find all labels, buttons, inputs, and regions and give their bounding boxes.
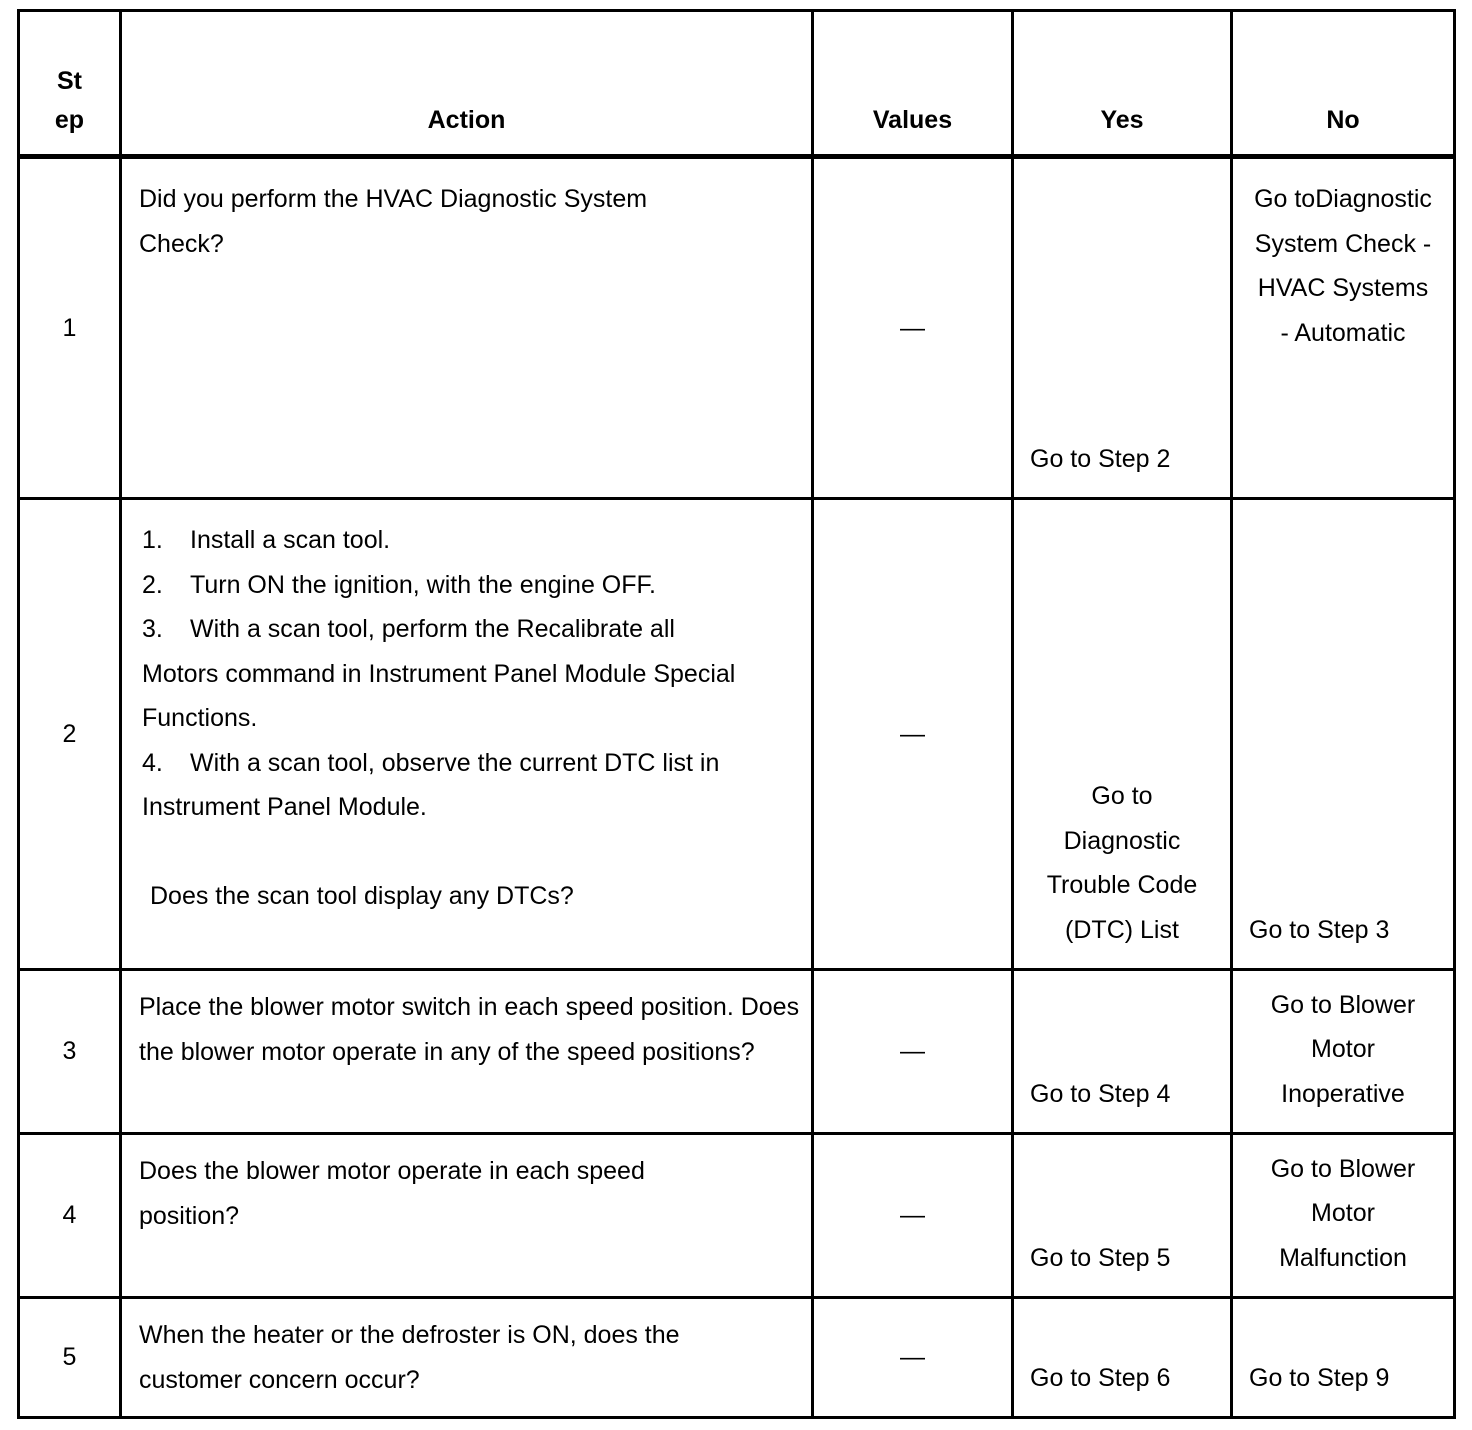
step-number: 2 (19, 499, 121, 970)
action-step-item (142, 741, 722, 830)
action-step-item (142, 518, 771, 563)
table-row (19, 499, 1455, 970)
action-text: Does the blower motor operate in each speed position? (121, 1134, 813, 1298)
yes-cell: Go to Step 6 (1013, 1298, 1232, 1418)
values-cell: — (813, 157, 1013, 499)
no-link-text: Go toDiagnostic System Check - HVAC Systems - Automatic (1254, 185, 1432, 347)
no-cell: Go to Step 3 (1232, 499, 1455, 970)
action-question: Does the scan tool display any DTCs? (150, 881, 574, 910)
header-no: No (1232, 11, 1455, 157)
action-step-text: With a scan tool, observe the current DTC list in Instrument Panel Module. (142, 748, 720, 821)
diagnostic-table (17, 9, 1456, 1419)
action-step-number: 1. (142, 526, 163, 554)
action-step-text: Turn ON the ignition, with the engine OFF. (190, 570, 656, 599)
yes-cell: Go to Step 4 (1013, 970, 1232, 1134)
step-number: 5 (19, 1298, 121, 1418)
values-cell: — (813, 970, 1013, 1134)
no-cell (1232, 970, 1455, 1134)
action-step-number: 2. (142, 570, 163, 599)
no-link-text: Go to Blower Motor Inoperative (1270, 990, 1416, 1108)
values-cell: — (813, 1134, 1013, 1298)
yes-cell: Go to Step 2 (1013, 157, 1232, 499)
yes-link-text: Go to Diagnostic Trouble Code (DTC) List (1046, 782, 1198, 944)
no-cell (1232, 1134, 1455, 1298)
step-number: 4 (19, 1134, 121, 1298)
action-step-list (142, 518, 771, 830)
values-cell: — (813, 1298, 1013, 1418)
table-row (19, 1298, 1455, 1418)
action-step-item (142, 607, 742, 741)
table-row (19, 157, 1455, 499)
header-step (19, 11, 121, 157)
table-row (19, 1134, 1455, 1298)
action-text (121, 499, 813, 970)
header-values: Values (813, 11, 1013, 157)
header-yes: Yes (1013, 11, 1232, 157)
yes-cell (1013, 499, 1232, 970)
step-number: 1 (19, 157, 121, 499)
action-step-number: 3. (142, 615, 163, 643)
no-cell (1232, 157, 1455, 499)
step-number: 3 (19, 970, 121, 1134)
action-text: When the heater or the defroster is ON, does the customer concern occur? (121, 1298, 813, 1418)
action-text: Did you perform the HVAC Diagnostic System Check? (121, 157, 813, 499)
header-step-label: St ep (54, 67, 85, 134)
no-link-text: Go to Blower Motor Malfunction (1270, 1154, 1416, 1272)
action-step-text: Install a scan tool. (190, 526, 391, 554)
action-step-number: 4. (142, 748, 163, 777)
no-cell: Go to Step 9 (1232, 1298, 1455, 1418)
action-step-text: With a scan tool, perform the Recalibrate all Motors command in Instrument Panel Module Special Functions. (142, 615, 736, 732)
header-action: Action (121, 11, 813, 157)
action-step-item (142, 563, 662, 608)
table-header-row (19, 11, 1455, 157)
values-cell: — (813, 499, 1013, 970)
action-text: Place the blower motor switch in each speed position. Does the blower motor operate in any of the speed positions? (121, 970, 813, 1134)
yes-cell: Go to Step 5 (1013, 1134, 1232, 1298)
table-row (19, 970, 1455, 1134)
